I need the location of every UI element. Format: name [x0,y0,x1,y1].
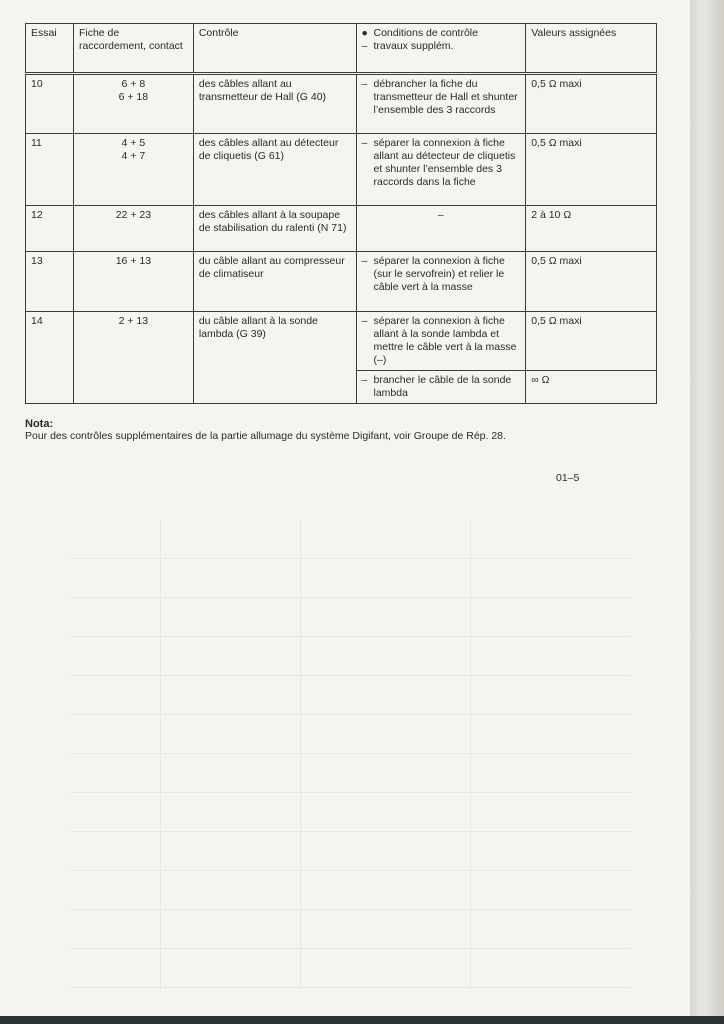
dash-mark: – [361,78,368,90]
fiche-line: 4 + 5 [121,137,146,149]
cell-controle: des câbles allant au transmetteur de Hall (G 40) [193,74,356,134]
nota-text: Pour des contrôles supplémentaires de la partie allumage du système Digifant, voir Groupe de Rép. 28. [25,430,506,442]
fiche-line: 16 + 13 [115,255,152,267]
cell-essai: 14 [26,312,74,404]
cell-valeur: 0,5 Ω maxi [526,74,657,134]
header-fiche: Fiche de raccordement, contact [73,24,193,74]
test-table [25,23,657,404]
nota-title: Nota: [25,418,54,430]
header-conditions-line1: Conditions de contrôle [373,27,478,39]
fiche-line: 4 + 7 [121,150,146,162]
header-controle: Contrôle [193,24,356,74]
cell-controle: du câble allant à la sonde lambda (G 39) [193,312,356,404]
cell-conditions [356,74,526,134]
cell-controle: des câbles allant au détecteur de cliquetis (G 61) [193,134,356,206]
table-row [26,252,657,312]
condition-text: séparer la connexion à fiche allant au détecteur de cliquetis et shunter l’ensemble des 3 raccords dans la fiche [373,137,516,188]
cell-controle: du câble allant au compresseur de climatiseur [193,252,356,312]
page-number: 01–5 [556,472,580,484]
table-row [26,74,657,134]
bullet-icon: ● [361,27,368,39]
cell-essai: 13 [26,252,74,312]
cell-essai: 10 [26,74,74,134]
cell-fiche [73,74,193,134]
fiche-line: 6 + 18 [118,91,149,103]
condition-text: séparer la connexion à fiche allant à la sonde lambda et mettre le câble vert à la masse (–) [373,315,517,366]
cell-fiche [73,252,193,312]
dash-icon: – [361,40,368,52]
cell-essai: 11 [26,134,74,206]
condition-text: débrancher la fiche du transmetteur de Hall et shunter l’ensemble des 3 raccords [373,78,518,116]
header-conditions-line2: travaux supplém. [373,40,454,52]
dash-mark: – [361,137,368,149]
cell-fiche [73,206,193,252]
table-row [26,206,657,252]
cell-fiche [73,312,193,404]
table-header-row [26,24,657,74]
cell-conditions: – [356,206,526,252]
dash-mark: – [361,315,368,327]
scan-bottom-edge [0,1016,724,1024]
cell-essai: 12 [26,206,74,252]
page-edge-shadow [690,0,724,1024]
cell-conditions [356,371,526,404]
cell-fiche [73,134,193,206]
condition-text: séparer la connexion à fiche (sur le servofrein) et relier le câble vert à la masse [373,255,505,293]
cell-valeur: 0,5 Ω maxi [526,312,657,371]
fiche-line: 6 + 8 [121,78,146,90]
cell-valeur: 0,5 Ω maxi [526,134,657,206]
cell-conditions [356,134,526,206]
cell-valeur: 2 à 10 Ω [526,206,657,252]
fiche-line: 22 + 23 [115,209,152,221]
table-row [26,134,657,206]
header-valeurs: Valeurs assignées [526,24,657,74]
dash-mark: – [361,255,368,267]
cell-conditions [356,312,526,371]
table-row [26,312,657,371]
condition-text: brancher le câble de la sonde lambda [373,374,512,399]
cell-controle: des câbles allant à la soupape de stabilisation du ralenti (N 71) [193,206,356,252]
cell-valeur: 0,5 Ω maxi [526,252,657,312]
header-essai: Essai [26,24,74,74]
dash-mark: – [361,374,368,386]
bleed-through-table [70,520,630,990]
header-conditions [356,24,526,74]
cell-conditions [356,252,526,312]
fiche-line: 2 + 13 [118,315,149,327]
cell-valeur: ∞ Ω [526,371,657,404]
